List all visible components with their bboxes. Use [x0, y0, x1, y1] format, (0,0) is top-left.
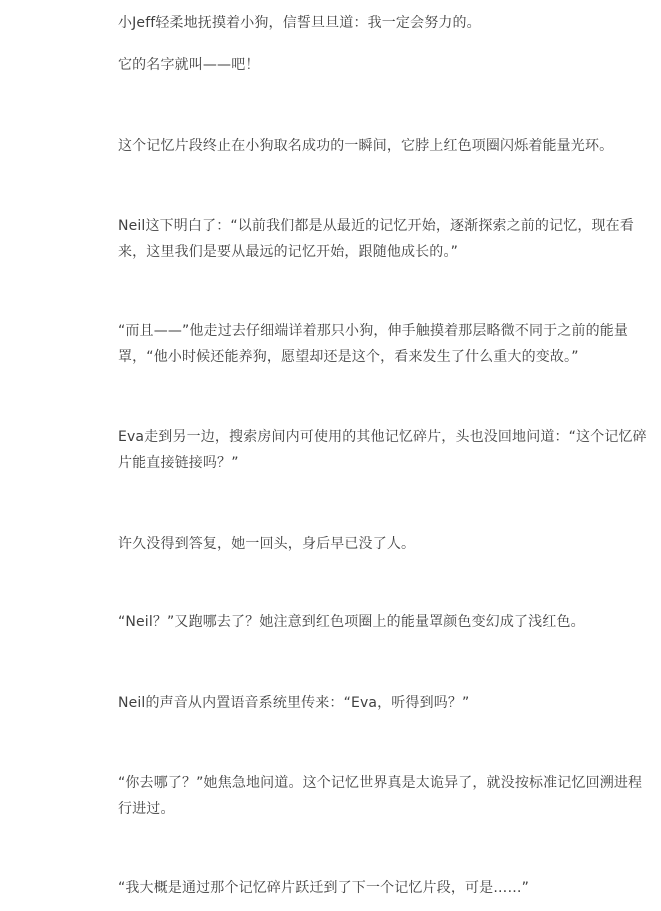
paragraph-1: 小Jeff轻柔地抚摸着小狗，信誓旦旦道：我一定会努力的。 [118, 15, 481, 31]
paragraph-3: 这个记忆片段终止在小狗取名成功的一瞬间，它脖上红色项圈闪烁着能量光环。 [118, 138, 614, 154]
paragraph-11: “我大概是通过那个记忆碎片跃迁到了下一个记忆片段，可是……” [118, 880, 530, 896]
paragraph-6: Eva走到另一边，搜索房间内可使用的其他记忆碎片，头也没回地问道：“这个记忆碎片能直接链接吗？” [118, 429, 647, 471]
paragraph-9: Neil的声音从内置语音系统里传来：“Eva，听得到吗？” [118, 695, 470, 711]
paragraph-5: “而且——”他走过去仔细端详着那只小狗，伸手触摸着那层略微不同于之前的能量罩，“他小时候还能养狗，愿望却还是这个，看来发生了什么重大的变故。” [118, 323, 629, 365]
paragraph-2: 它的名字就叫——吧！ [118, 57, 260, 73]
paragraph-7: 许久没得到答复，她一回头，身后早已没了人。 [118, 536, 416, 552]
paragraph-10: “你去哪了？”她焦急地问道。这个记忆世界真是太诡异了，就没按标准记忆回溯进程行进过。 [118, 775, 643, 817]
paragraph-8: “Neil？”又跑哪去了？她注意到红色项圈上的能量罩颜色变幻成了浅红色。 [118, 614, 585, 630]
paragraph-4: Neil这下明白了：“以前我们都是从最近的记忆开始，逐渐探索之前的记忆，现在看来，这里我们是要从最远的记忆开始，跟随他成长的。” [118, 218, 634, 260]
